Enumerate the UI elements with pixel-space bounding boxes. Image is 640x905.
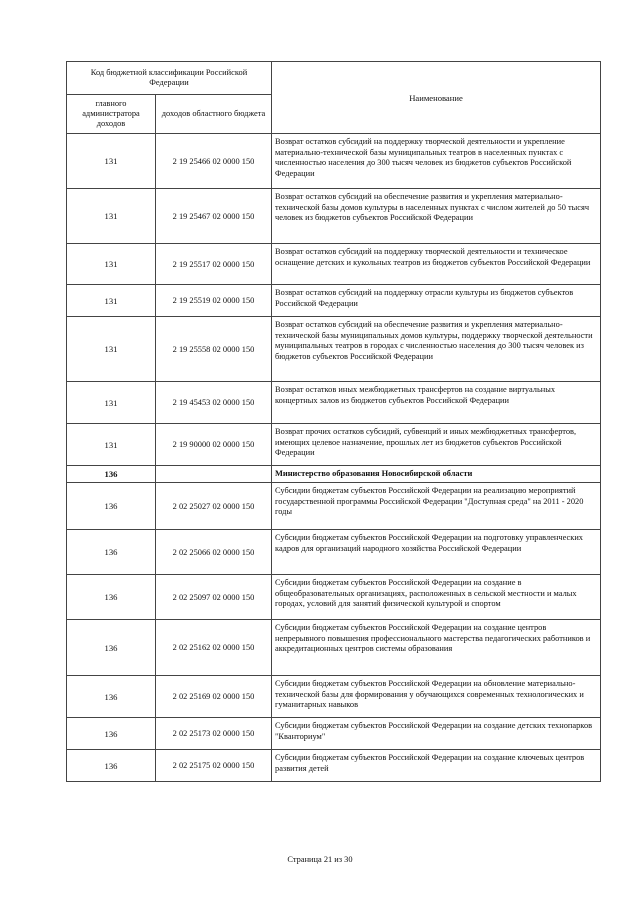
income-code-cell: 2 19 25467 02 0000 150 <box>156 189 272 244</box>
table-row <box>67 244 601 285</box>
income-code-cell: 2 02 25097 02 0000 150 <box>156 575 272 620</box>
admin-code-cell: 136 <box>67 620 156 676</box>
table-row <box>67 285 601 317</box>
admin-code-cell: 136 <box>67 750 156 782</box>
income-header: доходов областного бюджета <box>156 95 272 134</box>
table-row <box>67 317 601 382</box>
income-code-cell: 2 02 25173 02 0000 150 <box>156 718 272 750</box>
admin-header: главного администратора доходов <box>67 95 156 134</box>
name-cell: Субсидии бюджетам субъектов Российской Федерации на подготовку управленческих кадров для организаций народного хозяйства Российской Федерации <box>272 530 601 575</box>
income-code-cell: 2 19 25517 02 0000 150 <box>156 244 272 285</box>
table-row <box>67 382 601 424</box>
table-row <box>67 466 601 483</box>
admin-code-cell: 131 <box>67 317 156 382</box>
admin-code-cell: 136 <box>67 718 156 750</box>
admin-code-cell: 131 <box>67 189 156 244</box>
page-number: Страница 21 из 30 <box>287 855 353 864</box>
name-cell: Субсидии бюджетам субъектов Российской Федерации на создание детских технопарков "Кванториум" <box>272 718 601 750</box>
income-code-cell: 2 19 90000 02 0000 150 <box>156 424 272 466</box>
table-row <box>67 424 601 466</box>
table-row <box>67 134 601 189</box>
income-code-cell <box>156 466 272 483</box>
name-cell: Возврат остатков субсидий на поддержку отрасли культуры из бюджетов субъектов Российской Федерации <box>272 285 601 317</box>
admin-code-cell: 136 <box>67 676 156 718</box>
table-row <box>67 483 601 530</box>
name-cell: Министерство образования Новосибирской области <box>272 466 601 483</box>
admin-code-cell: 131 <box>67 424 156 466</box>
income-code-cell: 2 02 25162 02 0000 150 <box>156 620 272 676</box>
income-code-cell: 2 02 25169 02 0000 150 <box>156 676 272 718</box>
name-cell: Возврат остатков субсидий на обеспечение развития и укрепления материально-технической базы домов культуры в населенных пунктах с числом жителей до 50 тысяч человек из бюджетов субъектов Российской Федерации <box>272 189 601 244</box>
kbk-header: Код бюджетной классификации Российской Федерации <box>67 62 272 95</box>
admin-code-cell: 136 <box>67 530 156 575</box>
income-code-cell: 2 19 45453 02 0000 150 <box>156 382 272 424</box>
name-cell: Субсидии бюджетам субъектов Российской Федерации на обновление материально-технической базы для формирования у обучающихся современных технологических и гуманитарных навыков <box>272 676 601 718</box>
admin-code-cell: 131 <box>67 285 156 317</box>
name-cell: Возврат остатков субсидий на обеспечение развития и укрепления материально-технической базы муниципальных домов культуры, поддержку творческой деятельности муниципальных театров в городах с численностью населения до 300 тысяч человек из бюджетов субъектов Российской Федерации <box>272 317 601 382</box>
name-cell: Субсидии бюджетам субъектов Российской Федерации на создание в общеобразовательных организациях, расположенных в сельской местности и малых городах, условий для занятий физической культурой и спортом <box>272 575 601 620</box>
admin-code-cell: 136 <box>67 466 156 483</box>
income-code-cell: 2 19 25466 02 0000 150 <box>156 134 272 189</box>
name-cell: Субсидии бюджетам субъектов Российской Федерации на реализацию мероприятий государственной программы Российской Федерации "Доступная среда" на 2011 - 2020 годы <box>272 483 601 530</box>
admin-code-cell: 131 <box>67 244 156 285</box>
table-row <box>67 620 601 676</box>
table-row <box>67 750 601 782</box>
name-cell: Возврат прочих остатков субсидий, субвенций и иных межбюджетных трансфертов, имеющих целевое назначение, прошлых лет из бюджетов субъектов Российской Федерации <box>272 424 601 466</box>
name-header: Наименование <box>272 62 601 134</box>
name-cell: Возврат остатков субсидий на поддержку творческой деятельности и укрепление материально-технической базы муниципальных театров в населенных пунктах с численностью населения до 300 тысяч человек из бюджетов субъектов Российской Федерации <box>272 134 601 189</box>
table-row <box>67 575 601 620</box>
income-code-cell: 2 19 25519 02 0000 150 <box>156 285 272 317</box>
budget-classification-table <box>66 61 601 782</box>
income-code-cell: 2 02 25175 02 0000 150 <box>156 750 272 782</box>
name-cell: Субсидии бюджетам субъектов Российской Федерации на создание ключевых центров развития детей <box>272 750 601 782</box>
table-row <box>67 676 601 718</box>
income-code-cell: 2 02 25066 02 0000 150 <box>156 530 272 575</box>
admin-code-cell: 131 <box>67 382 156 424</box>
table-row <box>67 189 601 244</box>
income-code-cell: 2 19 25558 02 0000 150 <box>156 317 272 382</box>
table-row <box>67 530 601 575</box>
income-code-cell: 2 02 25027 02 0000 150 <box>156 483 272 530</box>
admin-code-cell: 136 <box>67 575 156 620</box>
name-cell: Возврат остатков субсидий на поддержку творческой деятельности и техническое оснащение детских и кукольных театров из бюджетов субъектов Российской Федерации <box>272 244 601 285</box>
admin-code-cell: 131 <box>67 134 156 189</box>
admin-code-cell: 136 <box>67 483 156 530</box>
name-cell: Возврат остатков иных межбюджетных трансфертов на создание виртуальных концертных залов из бюджетов субъектов Российской Федерации <box>272 382 601 424</box>
name-cell: Субсидии бюджетам субъектов Российской Федерации на создание центров непрерывного повышения профессионального мастерства педагогических работников и аккредитационных центров системы образования <box>272 620 601 676</box>
table-row <box>67 718 601 750</box>
